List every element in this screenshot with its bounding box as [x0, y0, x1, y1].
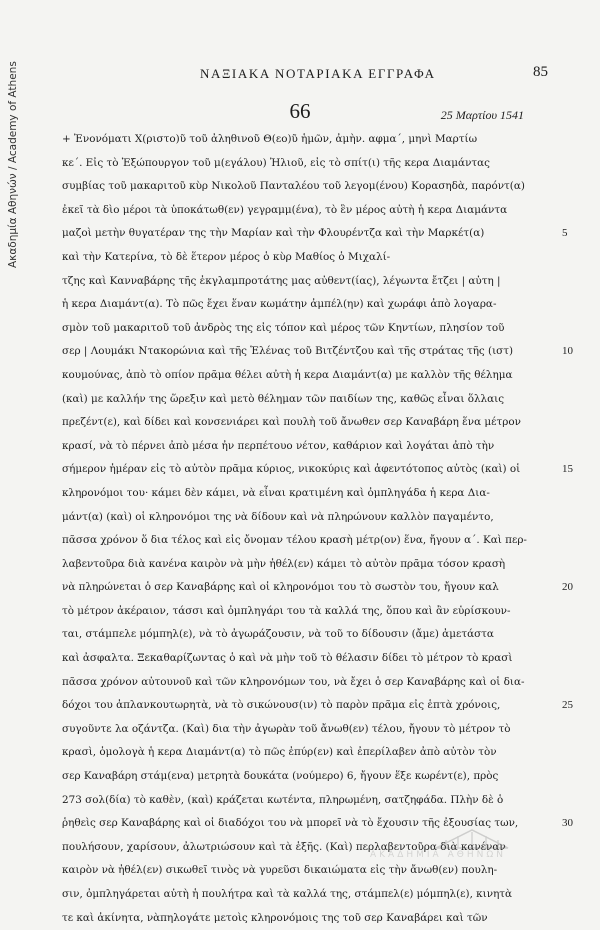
- side-credit: Ακαδημία Αθηνών / Academy of Athens: [7, 61, 19, 269]
- text-line-content: συμβίας τοῦ μακαριτοῦ κὺρ Νικολοῦ Πανταλέου τοῦ λεγομ(ένου) Κορασηδὰ, παρόντ(α): [62, 180, 525, 193]
- text-line: [62, 883, 540, 907]
- line-number: 10: [562, 345, 573, 358]
- watermark-text: ΑΚΑΔΗΜΙΑ ΑΘΗΝΩΝ: [370, 850, 506, 860]
- text-line-content: ἡ κερα Διαμάντ(α). Τὸ πῶς ἔχει ἕναν κωμάτην ἀμπέλ(ην) καὶ χωράφι ἀπὸ λογαρα-: [62, 298, 497, 311]
- page-header: [60, 64, 560, 84]
- text-line: [62, 482, 540, 506]
- text-line-content: καιρὸν νὰ ἠθέλ(εν) σικωθεῖ τινὸς νὰ γυρεῦσι δικαιώματα εἰς τὴν ἄνωθ(εν) πουλη-: [62, 864, 498, 877]
- text-line: [62, 576, 573, 600]
- text-line-content: κε΄. Εἰς τὸ Ἐξώπουργον τοῦ μ(εγάλου) Ἠλιοῦ, εἰς τὸ σπίτ(ι) τῆς κερα Διαμάντας: [62, 156, 490, 169]
- text-line: [62, 222, 568, 246]
- text-line-content: τζης καὶ Κανναβάρης τῆς ἐκγλαμπροτάτης μας αὐθεντ(ίας), λέγωντα ἔτζει | αὐτη |: [62, 274, 501, 287]
- text-line-content: πρεζέντ(ε), καὶ δίδει καὶ κονσενιάρει καὶ πουλὴ τοῦ ἄνωθεν σερ Καναβάρη ἕνα μέτρον: [62, 416, 521, 429]
- text-line: [62, 152, 540, 176]
- text-line: [62, 246, 540, 270]
- text-line: [62, 317, 540, 341]
- text-line-content: 273 σολ(δία) τὸ καθὲν, (καὶ) κράζεται κωτέντα, πληρωμένη, σατζηφάδα. Πλὴν δὲ ὁ: [62, 793, 504, 806]
- text-line: [62, 529, 540, 553]
- text-line-content: ἐκεῖ τὰ δὶο μέροι τὰ ὑποκάτωθ(εν) γεγραμμ(ένα), τὸ ἓν μέρος αὐτὴ ἡ κερα Διαμάντα: [62, 203, 508, 216]
- text-line-content: σερ Καναβάρη στάμ(ενα) μετρητὰ δουκάτα (νούμερο) 6, ἤγουν ἕξε κωρέντ(ε), πρὸς: [62, 770, 499, 783]
- text-line: [62, 435, 540, 459]
- line-number: 5: [562, 227, 568, 240]
- text-line-content: συγοῦντε λα οζάντζα. (Καὶ) δια τὴν ἀγωρὰν τοῦ ἄνωθ(εν) τέλου, ἤγουν τὸ μέτρον τὸ: [62, 722, 511, 735]
- text-line: [62, 199, 540, 223]
- text-line-content: καὶ τὴν Κατερίνα, τὸ δὲ ἕτερον μέρος ὁ κὺρ Μαθίος ὁ Μιχαλί-: [62, 250, 391, 263]
- text-line: [62, 623, 540, 647]
- text-line: [62, 553, 540, 577]
- text-line-content: σμὸν τοῦ μακαριτοῦ τοῦ ἀνδρὸς της εἰς τόπον καὶ μέρος τῶν Κηντίων, πλησίον τοῦ: [62, 321, 505, 334]
- text-line: [62, 411, 540, 435]
- watermark: [370, 826, 575, 862]
- text-line: [62, 293, 540, 317]
- text-line: [62, 128, 540, 152]
- text-line: [62, 364, 540, 388]
- text-line-content: κρασὶ, ὁμολογὰ ἡ κερα Διαμάντ(α) τὸ πῶς ἐπύρ(εν) καὶ ἐπερίλαβεν ἀπὸ αὐτὸν τὸν: [62, 746, 497, 759]
- text-line-content: πουλήσουν, χαρίσουν, ἀλωτριώσουν καὶ τὰ ἑξῆς. (Καὶ) περλαβεντοῦρα διὰ κανέναν: [62, 840, 506, 853]
- line-number: 15: [562, 463, 573, 476]
- text-line: [62, 506, 540, 530]
- text-line-content: ῥηθεὶς σερ Καναβάρης καὶ οἱ διαδόχοι του νὰ μπορεῖ νὰ τὸ ἔχουσιν τῆς ἐξουσίας των,: [62, 817, 519, 830]
- text-line: [62, 718, 540, 742]
- text-line-content: μάντ(α) (καὶ) οἱ κληρονόμοι της νὰ δίδουν καὶ νὰ πληρώνουν καλλὸν παγαμέντο,: [62, 510, 494, 523]
- text-line-content: τε καὶ ἀκίνητα, νὰπηλογάτε μετοὶς κληρονόμοις της τοῦ σερ Καναβάρει καὶ τῶν: [62, 911, 488, 924]
- text-line-content: (καὶ) με καλλήν της ὥρεξιν καὶ μετὸ θέλημαν τῶν παιδίων της, καθῶς εἶναι ὅλλαις: [62, 392, 505, 405]
- text-line-content: ται, στάμπελε μόμπηλ(ε), νὰ τὸ ἀγωράζουσιν, νὰ τοῦ το δίδουσιν (ἄμε) ἀμετάστα: [62, 628, 494, 641]
- text-line-content: λαβεντοῦρα διὰ κανένα καιρὸν νὰ μὴν ἠθέλ(εν) κάμει τὸ αὐτὸν πρᾶμα τόσον κρασὴ: [62, 557, 506, 570]
- text-line: [62, 340, 573, 364]
- text-line: [62, 671, 540, 695]
- text-line: [62, 600, 540, 624]
- text-line: [62, 907, 540, 930]
- text-line: [62, 175, 540, 199]
- document-date: 25 Μαρτίου 1541: [440, 108, 524, 122]
- text-line: [62, 859, 540, 883]
- text-line: [62, 647, 540, 671]
- page-number: 85: [533, 64, 548, 80]
- text-line: [62, 270, 540, 294]
- line-number: 30: [562, 817, 573, 830]
- text-line-content: κρασί, νὰ τὸ πέρνει ἀπὸ μέσα ἠν περπέτουο νέτον, καθάριον καὶ λογάται ἀπὸ τὴν: [62, 439, 495, 452]
- text-line-content: σήμερον ἡμέραν εἰς τὸ αὐτὸν πρᾶμα κύριος, νικοκύρις καὶ ἀφεντότοπος αὐτὸς (καὶ) οἱ: [62, 463, 521, 476]
- line-number: 25: [562, 699, 573, 712]
- text-line: [62, 458, 573, 482]
- text-line: [62, 765, 540, 789]
- text-line-content: + Ἐνονόματι Χ(ριστο)ῦ τοῦ ἀληθινοῦ Θ(εο)ῦ ἡμῶν, ἀμὴν. αφμα΄, μηνὶ Μαρτίω: [62, 133, 478, 145]
- text-line-content: σερ | Λουμάκι Ντακορώνια καὶ τῆς Ἑλένας τοῦ Βιτζέντζου καὶ τῆς στράτας τῆς (ιστ): [62, 345, 514, 358]
- document-body: [62, 128, 573, 930]
- running-title: ΝΑΞΙΑΚΑ ΝΟΤΑΡΙΑΚΑ ΕΓΓΡΑΦΑ: [200, 66, 436, 81]
- text-line: [62, 388, 540, 412]
- text-line-content: κουμούνας, ἀπὸ τὸ οπίον πρᾶμα θέλει αὐτὴ ἡ κερα Διαμάντ(α) με καλλὸν τῆς θέλημα: [62, 368, 513, 381]
- text-line: [62, 789, 540, 813]
- text-line-content: πᾶσσα χρόνον αὐτουνοῦ καὶ τῶν κληρονόμων του, νὰ ἔχει ὁ σερ Καναβάρης καὶ οἱ δια-: [62, 675, 525, 688]
- text-line: [62, 741, 540, 765]
- academy-logo-icon: [432, 826, 512, 852]
- text-line-content: σιν, ὀμπληγάρεται αὐτὴ ἡ πουλήτρα καὶ τὰ καλλά της, στάμπελ(ε) μόμπηλ(ε), κινητὰ: [62, 888, 513, 900]
- text-line-content: μαζοὶ μετὴν θυγατέραν της τὴν Μαρίαν καὶ τὴν Φλουρέντζα καὶ τὴν Μαρκέτ(α): [62, 227, 485, 240]
- text-line: [62, 694, 573, 718]
- text-line-content: καὶ ἀσφαλτα. Ξεκαθαρίζωντας ὁ καὶ νὰ μὴν τοῦ τὸ θέλασιν δίδει τὸ μέτρον τὸ κρασὶ: [62, 652, 513, 665]
- text-line-content: δόχοι του ἀπλανκουτωρητὰ, νὰ τὸ σικώνουσ(ιν) τὸ παρὸν πρᾶμα εἰς ἑπτὰ χρόνοις,: [62, 699, 501, 712]
- line-number: 20: [562, 581, 573, 594]
- text-line-content: κληρονόμοι του· κάμει δὲν κάμει, νὰ εἶναι κρατιμένη καὶ ὀμπληγάδα ἡ κερα Δια-: [62, 486, 490, 499]
- text-line-content: τὸ μέτρον ἀκέραιον, τάσσι καὶ ὀμπληγάρι του τὰ καλλά της, ὅπου καὶ ἂν εὑρίσκουν-: [62, 604, 511, 617]
- document-number: 66: [289, 99, 311, 123]
- text-line-content: πᾶσσα χρόνον ὅ δια τέλος καὶ εἰς ὄνομαν τέλου κρασὴ μέτρ(ον) ἕνα, ἤγουν α΄. Καὶ περ-: [62, 534, 527, 547]
- text-line-content: νὰ πληρώνεται ὁ σερ Καναβάρης καὶ οἱ κληρονόμοι του τὸ σωστὸν του, ἤγουν καλ: [62, 581, 499, 594]
